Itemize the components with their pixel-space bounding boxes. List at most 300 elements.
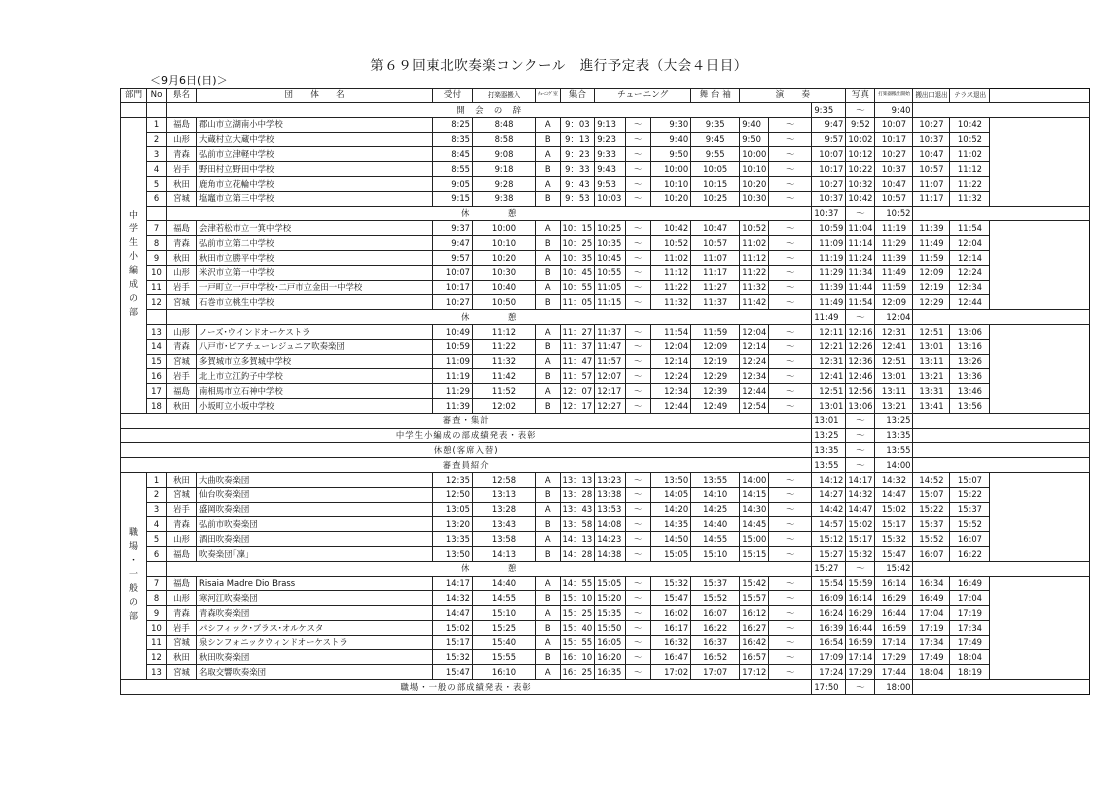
row-terrace: 17:19 — [950, 606, 990, 621]
tilde-mark: ～ — [626, 176, 651, 191]
tilde-mark: ～ — [626, 384, 651, 399]
row-no: 7 — [147, 576, 167, 591]
row-hanshutsu: 16:44 — [875, 606, 913, 621]
header-exit: 搬出口退出 — [913, 89, 950, 103]
row-room: A — [536, 176, 561, 191]
opening-time-end: 9:40 — [875, 103, 913, 118]
row-terrace: 12:24 — [950, 265, 990, 280]
row-terrace: 10:42 — [950, 117, 990, 132]
tilde-mark: ～ — [846, 103, 875, 118]
row-name: 仙台吹奏楽団 — [197, 487, 433, 502]
table-row — [121, 502, 1090, 517]
row-butai: 9:55 — [691, 147, 740, 162]
between-time-end: 13:25 — [875, 413, 913, 428]
tilde-mark: ～ — [626, 546, 651, 561]
row-tuning-start: 14:23 — [595, 532, 626, 547]
row-terrace: 16:07 — [950, 532, 990, 547]
row-hannyu: 10:40 — [473, 280, 536, 295]
row-terrace: 17:04 — [950, 591, 990, 606]
row-tuning-end: 12:44 — [651, 398, 691, 413]
row-tuning-start: 14:38 — [595, 546, 626, 561]
row-photo: 17:14 — [846, 650, 875, 665]
row-hannyu: 11:12 — [473, 324, 536, 339]
row-no: 10 — [147, 620, 167, 635]
row-name: 大蔵村立大蔵中学校 — [197, 132, 433, 147]
row-terrace: 17:34 — [950, 620, 990, 635]
row-name: 盛岡吹奏楽団 — [197, 502, 433, 517]
row-hannyu: 13:28 — [473, 502, 536, 517]
closing-time-end: 18:00 — [875, 680, 913, 695]
row-exit: 10:37 — [913, 132, 950, 147]
row-perform-end: 10:37 — [812, 191, 846, 206]
table-row — [121, 517, 1090, 532]
row-terrace: 13:56 — [950, 398, 990, 413]
row-no: 15 — [147, 354, 167, 369]
row-exit: 17:49 — [913, 650, 950, 665]
row-perform-end: 16:09 — [812, 591, 846, 606]
row-shugo: 10：45 — [560, 265, 595, 280]
row-butai: 16:52 — [691, 650, 740, 665]
row-no: 6 — [147, 546, 167, 561]
row-uketsuke: 8:45 — [433, 147, 473, 162]
row-photo: 16:59 — [846, 635, 875, 650]
row-perform-end: 10:59 — [812, 221, 846, 236]
row-room: B — [536, 650, 561, 665]
row-photo: 11:44 — [846, 280, 875, 295]
row-hanshutsu: 15:32 — [875, 532, 913, 547]
header-butai: 舞 台 袖 — [691, 89, 740, 103]
row-perform-start: 12:54 — [740, 398, 769, 413]
row-name: 弘前市立津軽中学校 — [197, 147, 433, 162]
tilde-mark: ～ — [769, 546, 812, 561]
row-photo: 16:14 — [846, 591, 875, 606]
header-ensou: 演 奏 — [740, 89, 846, 103]
row-butai: 11:17 — [691, 265, 740, 280]
row-terrace: 17:49 — [950, 635, 990, 650]
row-hanshutsu: 11:49 — [875, 265, 913, 280]
row-name: 多賀城市立多賀城中学校 — [197, 354, 433, 369]
row-uketsuke: 10:49 — [433, 324, 473, 339]
row-room: A — [536, 635, 561, 650]
row-tuning-start: 9:53 — [595, 176, 626, 191]
row-terrace: 13:16 — [950, 339, 990, 354]
row-no: 1 — [147, 472, 167, 487]
row-name: 塩竈市立第三中学校 — [197, 191, 433, 206]
row-no: 8 — [147, 591, 167, 606]
tilde-mark: ～ — [769, 517, 812, 532]
tilde-mark: ～ — [846, 458, 875, 473]
row-pref: 宮城 — [167, 635, 197, 650]
row-perform-end: 13:01 — [812, 398, 846, 413]
table-row — [121, 250, 1090, 265]
tilde-mark: ～ — [626, 236, 651, 251]
tilde-mark: ～ — [769, 176, 812, 191]
row-hanshutsu: 14:32 — [875, 472, 913, 487]
row-perform-start: 16:42 — [740, 635, 769, 650]
row-shugo: 9：33 — [560, 162, 595, 177]
row-photo: 15:32 — [846, 546, 875, 561]
row-pref: 岩手 — [167, 369, 197, 384]
between-blank — [913, 458, 1090, 473]
break-row-blank — [913, 310, 1090, 325]
row-hanshutsu: 10:37 — [875, 162, 913, 177]
row-uketsuke: 12:50 — [433, 487, 473, 502]
tilde-mark: ～ — [846, 206, 875, 221]
row-exit: 15:07 — [913, 487, 950, 502]
row-exit: 11:17 — [913, 191, 950, 206]
row-pref: 青森 — [167, 236, 197, 251]
row-tuning-start: 10:55 — [595, 265, 626, 280]
row-name: 野田村立野田中学校 — [197, 162, 433, 177]
row-tuning-start: 13:38 — [595, 487, 626, 502]
row-shugo: 14：28 — [560, 546, 595, 561]
row-pref: 青森 — [167, 339, 197, 354]
break-row-blank — [913, 561, 1090, 576]
row-perform-start: 10:10 — [740, 162, 769, 177]
row-shugo: 16：25 — [560, 665, 595, 680]
tilde-mark: ～ — [626, 221, 651, 236]
row-butai: 10:25 — [691, 191, 740, 206]
row-butai: 11:59 — [691, 324, 740, 339]
row-butai: 16:07 — [691, 606, 740, 621]
row-photo: 10:12 — [846, 147, 875, 162]
row-shugo: 12：17 — [560, 398, 595, 413]
row-photo: 12:36 — [846, 354, 875, 369]
row-photo: 11:14 — [846, 236, 875, 251]
tilde-mark: ～ — [769, 117, 812, 132]
row-room: A — [536, 117, 561, 132]
row-room: B — [536, 487, 561, 502]
tilde-mark: ～ — [626, 650, 651, 665]
row-tuning-end: 9:40 — [651, 132, 691, 147]
row-uketsuke: 11:29 — [433, 384, 473, 399]
row-name: 弘前市立第二中学校 — [197, 236, 433, 251]
row-perform-end: 15:12 — [812, 532, 846, 547]
row-name: 米沢市立第一中学校 — [197, 265, 433, 280]
header-pref: 県名 — [167, 89, 197, 103]
row-perform-start: 15:42 — [740, 576, 769, 591]
row-room: B — [536, 546, 561, 561]
between-label: 休憩(客席入替) — [121, 443, 812, 458]
row-uketsuke: 9:37 — [433, 221, 473, 236]
row-perform-start: 12:24 — [740, 354, 769, 369]
between-time-start: 13:55 — [812, 458, 846, 473]
break-row-label: 休 憩 — [167, 561, 812, 576]
table-row — [121, 591, 1090, 606]
row-pref: 秋田 — [167, 650, 197, 665]
tilde-mark: ～ — [769, 147, 812, 162]
row-hanshutsu: 11:59 — [875, 280, 913, 295]
row-perform-end: 9:57 — [812, 132, 846, 147]
row-name: 郡山市立湖南小中学校 — [197, 117, 433, 132]
between-time-start: 13:01 — [812, 413, 846, 428]
row-no: 18 — [147, 398, 167, 413]
row-room: B — [536, 132, 561, 147]
row-perform-end: 17:09 — [812, 650, 846, 665]
row-terrace: 11:22 — [950, 176, 990, 191]
between-row — [121, 458, 1090, 473]
break-row-label: 休 憩 — [167, 310, 812, 325]
tilde-mark: ～ — [769, 339, 812, 354]
tilde-mark: ～ — [626, 398, 651, 413]
tilde-mark: ～ — [626, 369, 651, 384]
row-hannyu: 10:00 — [473, 221, 536, 236]
opening-no-blank — [147, 103, 167, 118]
header-terrace: テラス退出 — [950, 89, 990, 103]
row-exit: 12:51 — [913, 324, 950, 339]
row-pref: 山形 — [167, 265, 197, 280]
row-photo: 15:02 — [846, 517, 875, 532]
row-tuning-end: 16:17 — [651, 620, 691, 635]
tilde-mark: ～ — [626, 576, 651, 591]
tilde-mark: ～ — [626, 354, 651, 369]
row-exit: 12:19 — [913, 280, 950, 295]
row-tuning-start: 15:20 — [595, 591, 626, 606]
row-tuning-start: 9:33 — [595, 147, 626, 162]
row-no: 17 — [147, 384, 167, 399]
row-tuning-start: 10:45 — [595, 250, 626, 265]
row-hannyu: 11:52 — [473, 384, 536, 399]
row-photo: 17:29 — [846, 665, 875, 680]
row-exit: 11:49 — [913, 236, 950, 251]
tilde-mark: ～ — [769, 620, 812, 635]
row-perform-end: 11:19 — [812, 250, 846, 265]
row-no: 3 — [147, 502, 167, 517]
row-tuning-end: 10:10 — [651, 176, 691, 191]
row-room: A — [536, 502, 561, 517]
row-butai: 12:09 — [691, 339, 740, 354]
row-perform-end: 11:29 — [812, 265, 846, 280]
row-hanshutsu: 17:14 — [875, 635, 913, 650]
row-photo: 16:29 — [846, 606, 875, 621]
row-hanshutsu: 15:47 — [875, 546, 913, 561]
row-pref: 宮城 — [167, 665, 197, 680]
row-exit: 16:07 — [913, 546, 950, 561]
row-room: B — [536, 369, 561, 384]
table-row — [121, 221, 1090, 236]
table-row — [121, 339, 1090, 354]
row-name: 鹿角市立花輪中学校 — [197, 176, 433, 191]
row-perform-end: 10:07 — [812, 147, 846, 162]
row-room: A — [536, 250, 561, 265]
between-time-start: 13:35 — [812, 443, 846, 458]
row-uketsuke: 13:20 — [433, 517, 473, 532]
tilde-mark: ～ — [626, 665, 651, 680]
row-perform-start: 9:40 — [740, 117, 769, 132]
row-exit: 18:04 — [913, 665, 950, 680]
row-perform-end: 12:21 — [812, 339, 846, 354]
row-name: 南相馬市立石神中学校 — [197, 384, 433, 399]
row-photo: 14:47 — [846, 502, 875, 517]
schedule-table — [120, 88, 1090, 695]
tilde-mark: ～ — [846, 310, 875, 325]
row-name: 一戸町立一戸中学校･二戸市立金田一中学校 — [197, 280, 433, 295]
row-uketsuke: 14:32 — [433, 591, 473, 606]
table-row — [121, 132, 1090, 147]
row-perform-start: 15:00 — [740, 532, 769, 547]
row-photo: 11:24 — [846, 250, 875, 265]
row-tuning-start: 16:20 — [595, 650, 626, 665]
row-perform-end: 14:12 — [812, 472, 846, 487]
row-butai: 14:25 — [691, 502, 740, 517]
row-hanshutsu: 10:27 — [875, 147, 913, 162]
row-tuning-end: 11:22 — [651, 280, 691, 295]
tilde-mark: ～ — [626, 250, 651, 265]
row-photo: 10:32 — [846, 176, 875, 191]
row-tuning-end: 10:20 — [651, 191, 691, 206]
row-uketsuke: 12:35 — [433, 472, 473, 487]
between-blank — [913, 413, 1090, 428]
row-butai: 12:19 — [691, 354, 740, 369]
row-exit: 13:41 — [913, 398, 950, 413]
row-pref: 宮城 — [167, 487, 197, 502]
row-terrace: 11:54 — [950, 221, 990, 236]
row-photo: 12:56 — [846, 384, 875, 399]
row-hannyu: 9:38 — [473, 191, 536, 206]
tilde-mark: ～ — [769, 472, 812, 487]
header-tuning-room: ﾁｭｰﾆﾝｸﾞ室 — [536, 89, 561, 103]
row-no: 11 — [147, 280, 167, 295]
tilde-mark: ～ — [846, 413, 875, 428]
tilde-mark: ～ — [626, 265, 651, 280]
row-perform-start: 14:00 — [740, 472, 769, 487]
row-tuning-end: 10:42 — [651, 221, 691, 236]
row-tuning-start: 11:47 — [595, 339, 626, 354]
row-uketsuke: 9:15 — [433, 191, 473, 206]
row-hannyu: 14:40 — [473, 576, 536, 591]
row-perform-start: 16:57 — [740, 650, 769, 665]
row-exit: 14:52 — [913, 472, 950, 487]
table-row — [121, 117, 1090, 132]
row-pref: 岩手 — [167, 620, 197, 635]
row-room: A — [536, 147, 561, 162]
row-name: 北上市立江釣子中学校 — [197, 369, 433, 384]
row-perform-start: 15:15 — [740, 546, 769, 561]
header-hannyu: 打楽器搬入 — [473, 89, 536, 103]
row-name: 泉シンフォニックウィンドオーケストラ — [197, 635, 433, 650]
row-pref: 山形 — [167, 132, 197, 147]
row-tuning-end: 11:54 — [651, 324, 691, 339]
table-row — [121, 147, 1090, 162]
break-row-time-end: 15:42 — [875, 561, 913, 576]
row-shugo: 15：55 — [560, 635, 595, 650]
row-room: B — [536, 191, 561, 206]
row-room: A — [536, 532, 561, 547]
table-row — [121, 398, 1090, 413]
row-perform-start: 11:32 — [740, 280, 769, 295]
row-room: A — [536, 576, 561, 591]
tilde-mark: ～ — [769, 576, 812, 591]
row-pref: 福島 — [167, 546, 197, 561]
row-uketsuke: 15:47 — [433, 665, 473, 680]
table-row — [121, 324, 1090, 339]
row-perform-end: 16:39 — [812, 620, 846, 635]
row-terrace: 15:07 — [950, 472, 990, 487]
row-uketsuke: 11:09 — [433, 354, 473, 369]
row-terrace: 12:14 — [950, 250, 990, 265]
row-tuning-end: 13:50 — [651, 472, 691, 487]
tilde-mark: ～ — [626, 162, 651, 177]
row-tuning-end: 11:12 — [651, 265, 691, 280]
row-hanshutsu: 14:47 — [875, 487, 913, 502]
tilde-mark: ～ — [626, 472, 651, 487]
row-tuning-start: 15:05 — [595, 576, 626, 591]
row-room: A — [536, 280, 561, 295]
row-uketsuke: 11:39 — [433, 398, 473, 413]
header-shugo: 集合 — [560, 89, 595, 103]
row-perform-start: 16:12 — [740, 606, 769, 621]
row-tuning-start: 12:07 — [595, 369, 626, 384]
row-hanshutsu: 10:47 — [875, 176, 913, 191]
row-room: A — [536, 384, 561, 399]
row-name: 小坂町立小坂中学校 — [197, 398, 433, 413]
row-pref: 岩手 — [167, 280, 197, 295]
row-no: 10 — [147, 265, 167, 280]
row-room: A — [536, 221, 561, 236]
row-perform-start: 11:22 — [740, 265, 769, 280]
opening-row — [121, 103, 1090, 118]
table-row — [121, 546, 1090, 561]
row-room: B — [536, 265, 561, 280]
row-uketsuke: 13:05 — [433, 502, 473, 517]
row-perform-end: 11:39 — [812, 280, 846, 295]
row-uketsuke: 14:47 — [433, 606, 473, 621]
row-terrace: 12:44 — [950, 295, 990, 310]
row-no: 4 — [147, 517, 167, 532]
closing-blank — [913, 680, 1090, 695]
table-row — [121, 176, 1090, 191]
row-butai: 11:27 — [691, 280, 740, 295]
row-tuning-start: 12:17 — [595, 384, 626, 399]
tilde-mark: ～ — [626, 117, 651, 132]
row-exit: 17:04 — [913, 606, 950, 621]
tilde-mark: ～ — [769, 324, 812, 339]
row-name: パシフィック･ブラス･オルケスタ — [197, 620, 433, 635]
row-photo: 15:17 — [846, 532, 875, 547]
row-perform-start: 11:12 — [740, 250, 769, 265]
row-room: B — [536, 620, 561, 635]
header-row — [121, 89, 1090, 103]
row-exit: 10:27 — [913, 117, 950, 132]
row-no: 3 — [147, 147, 167, 162]
row-pref: 福島 — [167, 117, 197, 132]
row-tuning-end: 12:34 — [651, 384, 691, 399]
row-pref: 福島 — [167, 384, 197, 399]
row-no: 6 — [147, 191, 167, 206]
row-hannyu: 14:55 — [473, 591, 536, 606]
row-no: 16 — [147, 369, 167, 384]
break-row — [121, 310, 1090, 325]
opening-bumon-blank — [121, 103, 147, 118]
row-shugo: 13：58 — [560, 517, 595, 532]
break-row — [121, 206, 1090, 221]
row-exit: 11:07 — [913, 176, 950, 191]
row-tuning-end: 9:50 — [651, 147, 691, 162]
tilde-mark: ～ — [846, 680, 875, 695]
row-no: 12 — [147, 295, 167, 310]
row-uketsuke: 15:32 — [433, 650, 473, 665]
tilde-mark: ～ — [769, 502, 812, 517]
event-date: ＜9月6日(日)＞ — [150, 74, 228, 87]
row-hanshutsu: 11:29 — [875, 236, 913, 251]
row-terrace: 16:49 — [950, 576, 990, 591]
table-row — [121, 162, 1090, 177]
table-row — [121, 576, 1090, 591]
tilde-mark: ～ — [626, 517, 651, 532]
row-pref: 宮城 — [167, 295, 197, 310]
row-butai: 11:07 — [691, 250, 740, 265]
row-perform-start: 12:44 — [740, 384, 769, 399]
